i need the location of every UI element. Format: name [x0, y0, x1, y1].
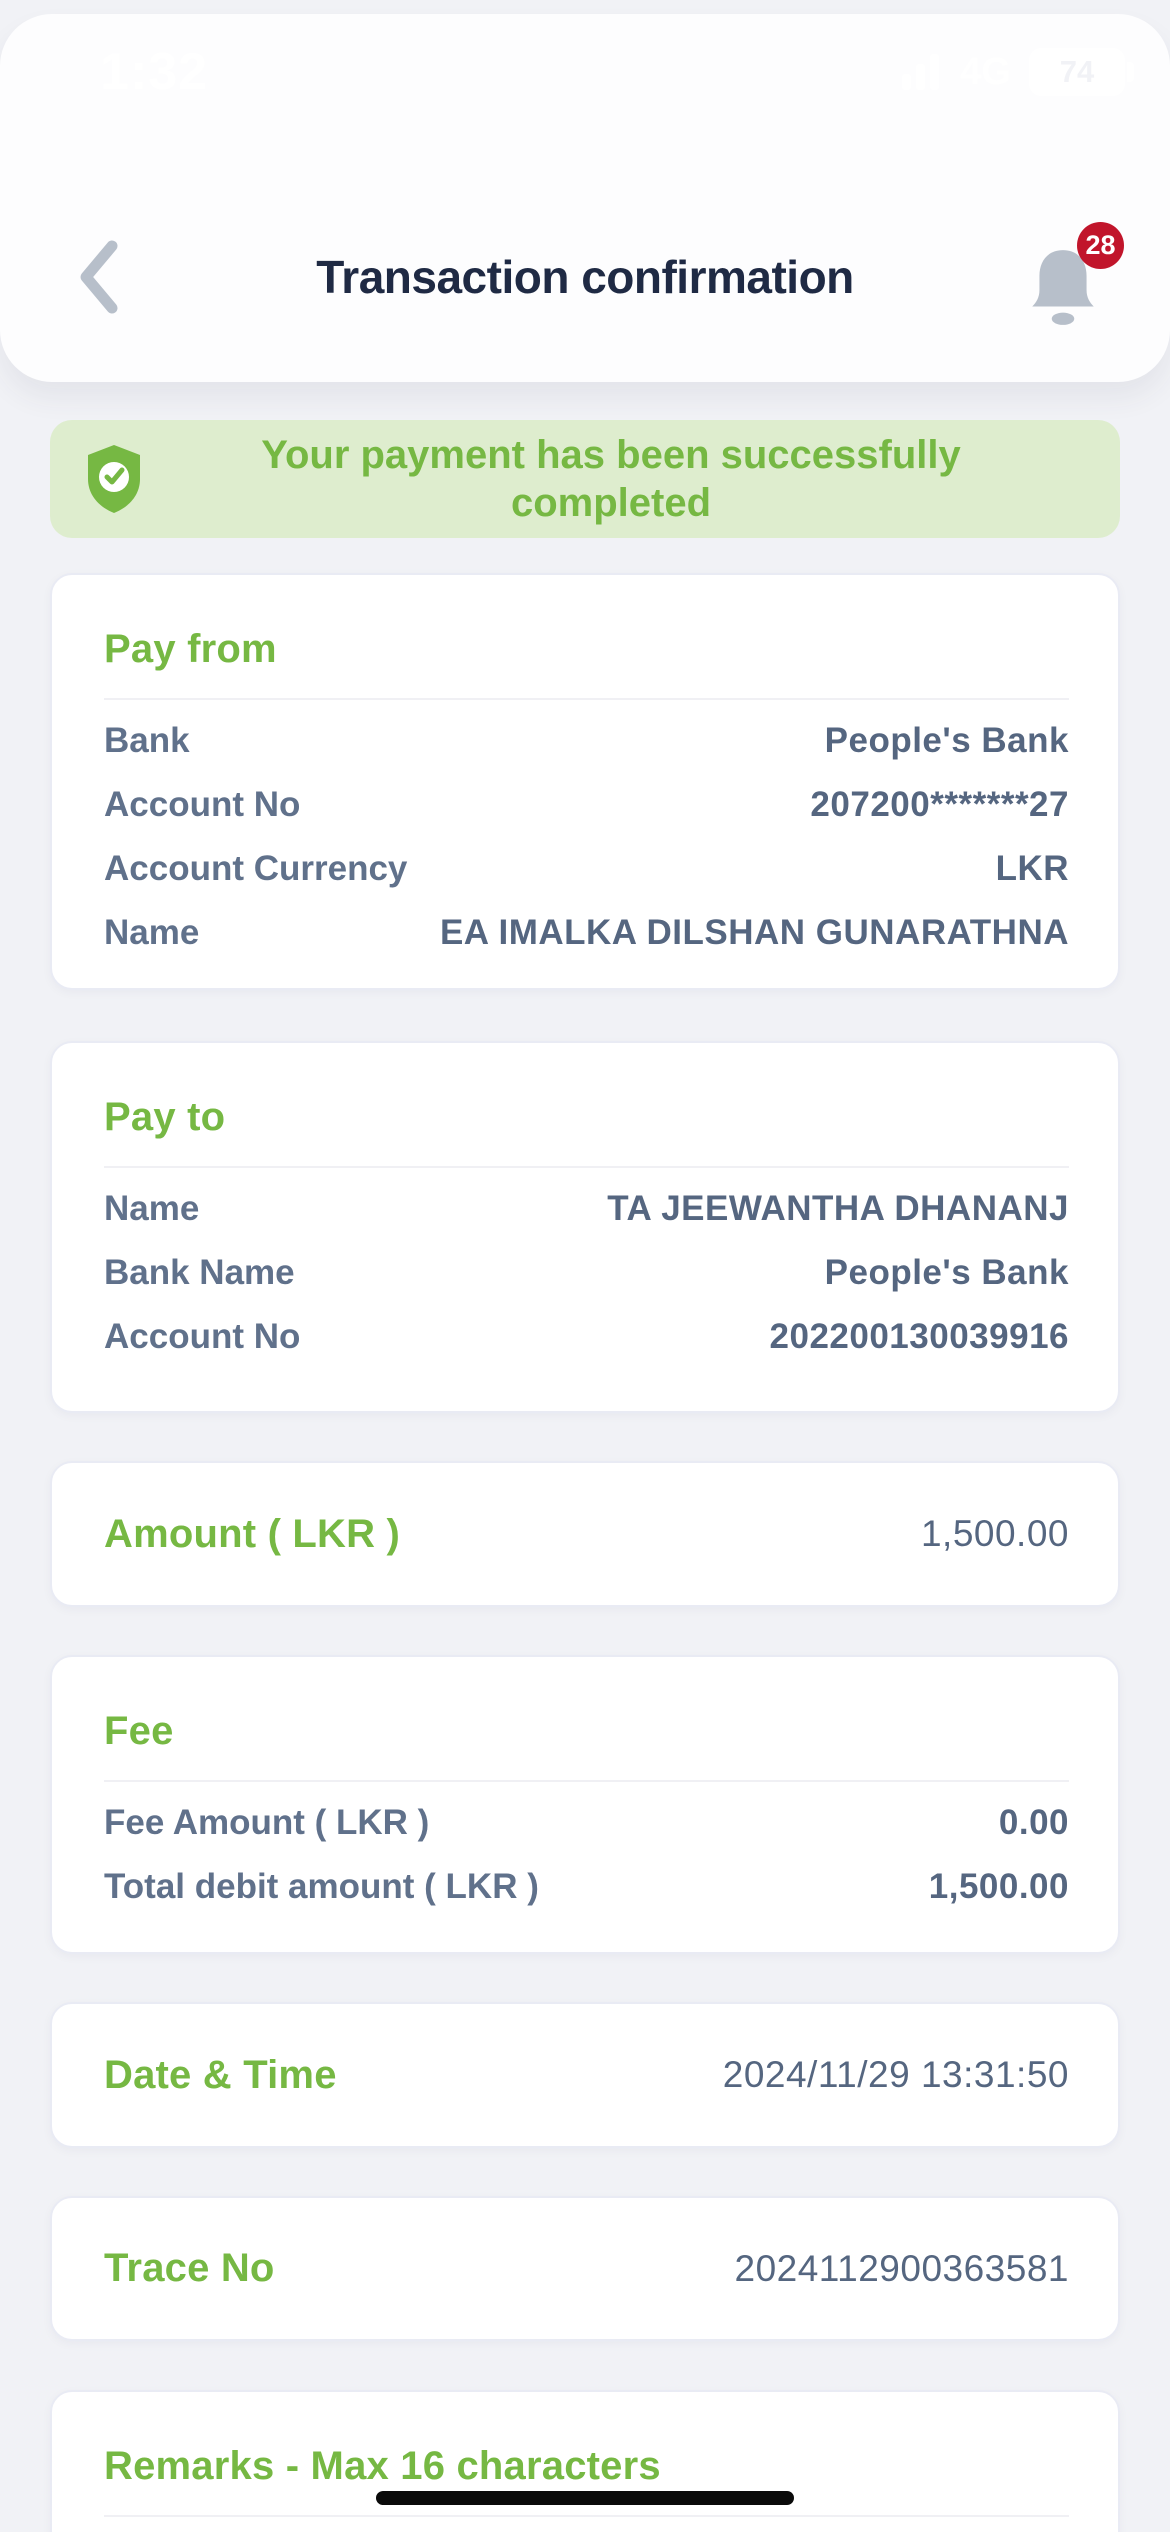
pay-from-title: Pay from — [104, 627, 277, 671]
row-label: Total debit amount ( LKR ) — [104, 1867, 539, 1906]
status-icons — [902, 48, 1125, 96]
remarks-card — [50, 2390, 1120, 2532]
pay-from-card — [50, 573, 1120, 990]
notification-badge: 28 — [1077, 222, 1124, 269]
row-label: Account No — [104, 1317, 301, 1356]
detail-row — [104, 773, 1069, 837]
row-label: Bank — [104, 721, 190, 760]
home-indicator[interactable] — [376, 2491, 794, 2505]
page-title: Transaction confirmation — [316, 251, 854, 303]
row-label: Name — [104, 1189, 200, 1228]
row-value: 1,500.00 — [928, 1867, 1069, 1906]
battery-nub — [1127, 62, 1134, 82]
remarks-title: Remarks - Max 16 characters — [104, 2444, 661, 2488]
network-label: 4G — [960, 50, 1011, 93]
notifications-button[interactable] — [1030, 226, 1118, 336]
status-time: 1:32 — [100, 43, 209, 101]
date-time-label: Date & Time — [104, 2052, 337, 2097]
detail-row — [104, 901, 1069, 965]
row-label: Account No — [104, 785, 301, 824]
success-banner — [50, 420, 1120, 538]
pay-to-card — [50, 1041, 1120, 1413]
detail-row — [104, 1855, 1069, 1919]
pay-to-rows — [104, 1168, 1069, 1369]
divider — [104, 2515, 1069, 2517]
fee-rows — [104, 1782, 1069, 1919]
battery-percent: 74 — [1059, 54, 1095, 89]
date-time-value: 2024/11/29 13:31:50 — [722, 2054, 1069, 2095]
row-value: LKR — [995, 849, 1069, 888]
battery-icon — [1029, 48, 1125, 96]
row-label: Fee Amount ( LKR ) — [104, 1803, 430, 1842]
cellular-signal-icon — [902, 53, 942, 91]
row-label: Bank Name — [104, 1253, 295, 1292]
row-label: Account Currency — [104, 849, 408, 888]
detail-row — [104, 837, 1069, 901]
date-time-card — [50, 2002, 1120, 2148]
row-label: Name — [104, 913, 200, 952]
fee-title: Fee — [104, 1709, 174, 1753]
detail-row — [104, 1791, 1069, 1855]
row-value: 202200130039916 — [769, 1317, 1069, 1356]
amount-label: Amount ( LKR ) — [104, 1511, 401, 1556]
row-value: TA JEEWANTHA DHANANJ — [607, 1189, 1069, 1228]
amount-value: 1,500.00 — [920, 1513, 1069, 1554]
fee-card — [50, 1655, 1120, 1954]
detail-row — [104, 1177, 1069, 1241]
row-value: 0.00 — [998, 1803, 1069, 1842]
row-value: People's Bank — [824, 1253, 1069, 1292]
banner-message: Your payment has been successfully completed — [261, 433, 961, 525]
pay-to-title: Pay to — [104, 1095, 226, 1139]
trace-no-value: 2024112900363581 — [734, 2247, 1069, 2289]
detail-row — [104, 1305, 1069, 1369]
status-bar — [0, 22, 1170, 122]
row-value: EA IMALKA DILSHAN GUNARATHNA — [439, 913, 1069, 952]
shield-check-icon — [82, 443, 146, 515]
detail-row — [104, 1241, 1069, 1305]
detail-row — [104, 709, 1069, 773]
trace-no-label: Trace No — [104, 2246, 275, 2290]
row-value: 207200*******27 — [810, 785, 1069, 824]
trace-no-card — [50, 2196, 1120, 2341]
amount-card — [50, 1461, 1120, 1607]
pay-from-rows — [104, 700, 1069, 965]
row-value: People's Bank — [824, 721, 1069, 760]
